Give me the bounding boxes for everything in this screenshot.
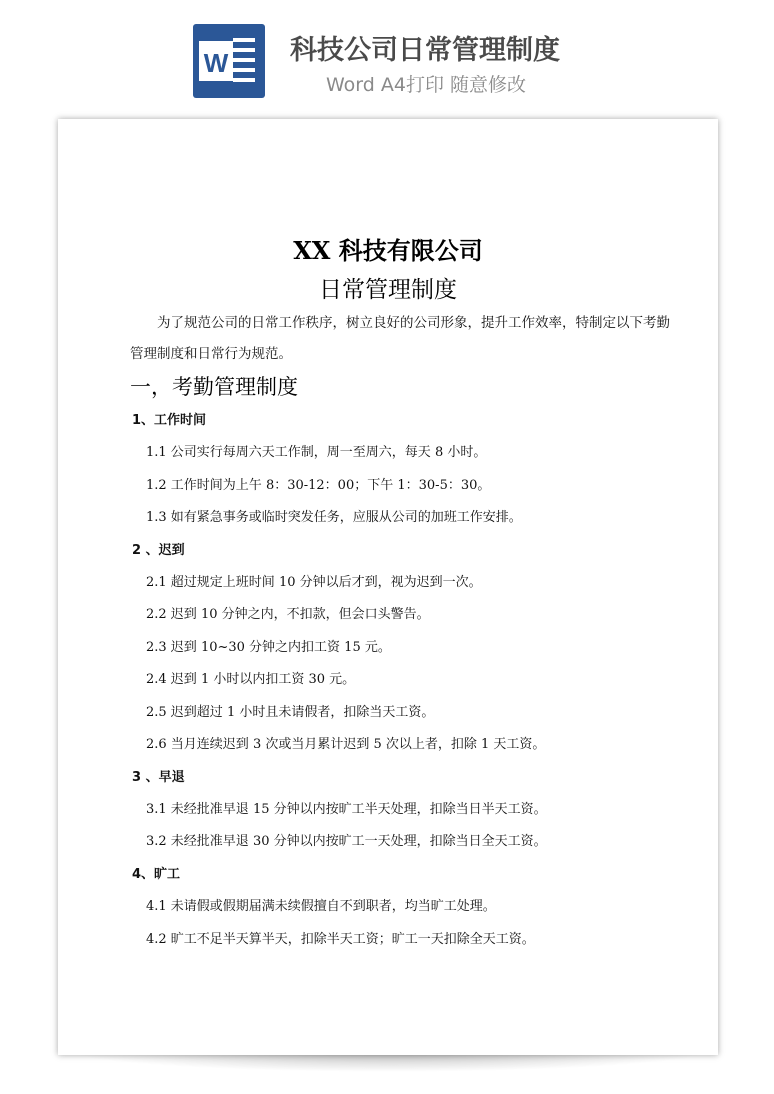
group-heading-late: 2 、迟到: [132, 543, 185, 558]
banner-title: 科技公司日常管理制度: [290, 35, 560, 66]
list-item: 1.3 如有紧急事务或临时突发任务，应服从公司的加班工作安排。: [146, 510, 522, 525]
banner-subtitle: Word A4打印 随意修改: [326, 74, 527, 96]
document-page: [58, 119, 718, 1055]
list-item: 4.2 旷工不足半天算半天，扣除半天工资；旷工一天扣除全天工资。: [146, 932, 535, 947]
list-item: 2.3 迟到 10~30 分钟之内扣工资 15 元。: [146, 640, 391, 655]
list-item: 4.1 未请假或假期届满未续假擅自不到职者，均当旷工处理。: [146, 899, 496, 914]
list-item: 2.4 迟到 1 小时以内扣工资 30 元。: [146, 672, 356, 687]
section-heading: 一，考勤管理制度: [130, 375, 298, 399]
intro-paragraph: 为了规范公司的日常工作秩序，树立良好的公司形象，提升工作效率，特制定以下考勤管理制度和日常行为规范。: [130, 315, 670, 362]
list-item: 2.6 当月连续迟到 3 次或当月累计迟到 5 次以上者，扣除 1 天工资。: [146, 737, 546, 752]
list-item: 1.1 公司实行每周六天工作制，周一至周六，每天 8 小时。: [146, 445, 487, 460]
group-heading-leave-early: 3 、早退: [132, 770, 185, 785]
list-item: 3.1 未经批准早退 15 分钟以内按旷工半天处理，扣除当日半天工资。: [146, 802, 547, 817]
list-item: 3.2 未经批准早退 30 分钟以内按旷工一天处理，扣除当日全天工资。: [146, 834, 547, 849]
list-item: 2.2 迟到 10 分钟之内，不扣款，但会口头警告。: [146, 607, 430, 622]
list-item: 2.5 迟到超过 1 小时且未请假者，扣除当天工资。: [146, 705, 435, 720]
group-heading-absence: 4、旷工: [132, 867, 181, 882]
word-icon: [193, 24, 265, 98]
group-heading-work-hours: 1、工作时间: [132, 413, 207, 428]
company-name: XX 科技有限公司: [293, 236, 483, 265]
banner: [0, 0, 774, 110]
document-title: 日常管理制度: [319, 277, 457, 303]
word-icon-letter: W: [203, 48, 229, 78]
list-item: 2.1 超过规定上班时间 10 分钟以后才到，视为迟到一次。: [146, 575, 482, 590]
list-item: 1.2 工作时间为上午 8：30-12：00；下午 1：30-5：30。: [146, 478, 491, 493]
